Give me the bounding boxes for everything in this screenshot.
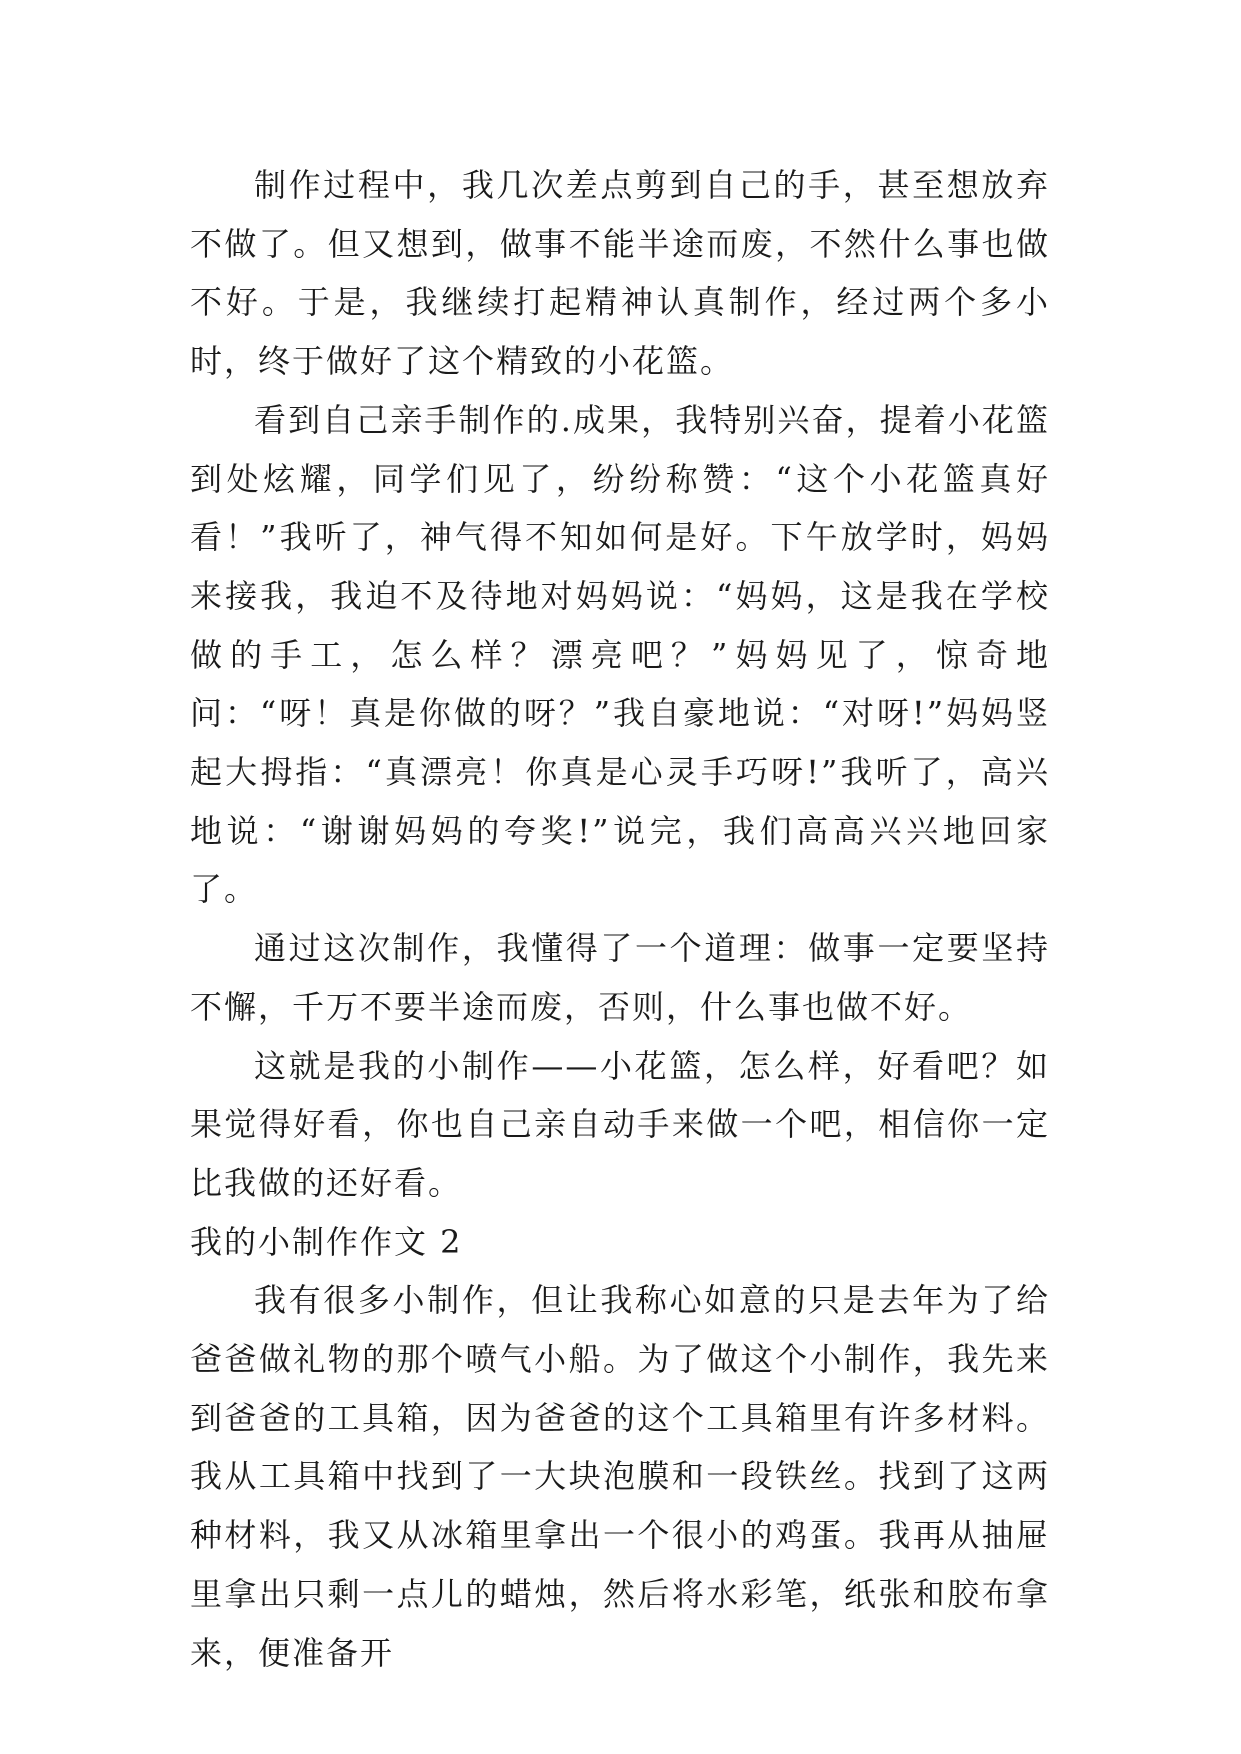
section-title: 我的小制作作文 2 (190, 1222, 463, 1261)
paragraph-1: 制作过程中，我几次差点剪到自己的手，甚至想放弃不做了。但又想到，做事不能半途而废，不然什么事也做不好。于是，我继续打起精神认真制作，经过两个多小时，终于做好了这个精致的小花篮。 (190, 166, 1050, 381)
paragraph-4: 这就是我的小制作——小花篮，怎么样，好看吧？如果觉得好看，你也自己亲自动手来做一个吧，相信你一定比我做的还好看。 (190, 1046, 1050, 1202)
section-paragraph-1: 我有很多小制作，但让我称心如意的只是去年为了给爸爸做礼物的那个喷气小船。为了做这个小制作，我先来到爸爸的工具箱，因为爸爸的这个工具箱里有许多材料。我从工具箱中找到了一大块泡膜和一段铁丝。找到了这两种材料，我又从冰箱里拿出一个很小的鸡蛋。我再从抽屉里拿出只剩一点儿的蜡烛，然后将水彩笔，纸张和胶布拿来，便准备开 (190, 1281, 1050, 1672)
document-body (190, 156, 1050, 1682)
paragraph-3: 通过这次制作，我懂得了一个道理：做事一定要坚持不懈，千万不要半途而废，否则，什么事也做不好。 (190, 929, 1050, 1026)
paragraph-2: 看到自己亲手制作的.成果，我特别兴奋，提着小花篮到处炫耀，同学们见了，纷纷称赞：“这个小花篮真好看！”我听了，神气得不知如何是好。下午放学时，妈妈来接我，我迫不及待地对妈妈说：“妈妈，这是我在学校做的手工，怎么样？漂亮吧？”妈妈见了，惊奇地问：“呀！真是你做的呀？”我自豪地说：“对呀!”妈妈竖起大拇指：“真漂亮！你真是心灵手巧呀!”我听了，高兴地说：“谢谢妈妈的夸奖!”说完，我们高高兴兴地回家了。 (190, 400, 1050, 909)
